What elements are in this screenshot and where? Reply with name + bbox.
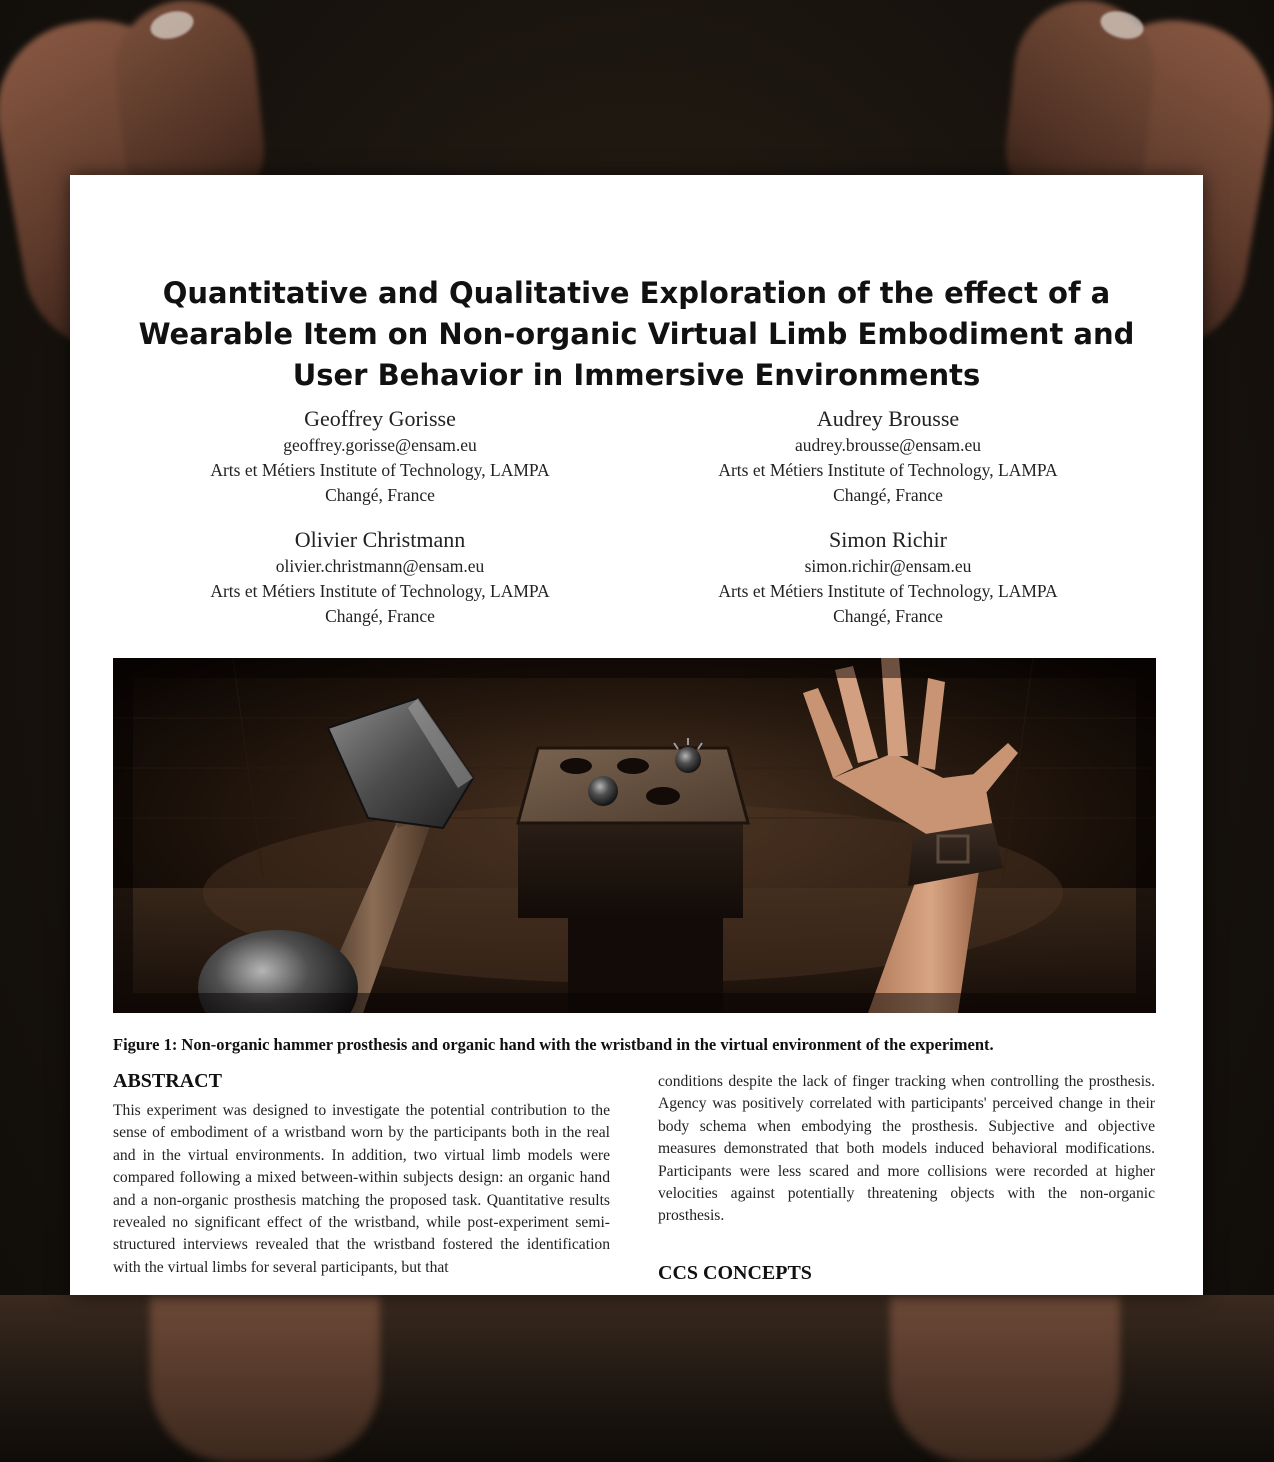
- abstract-right-column: [658, 1071, 1155, 1228]
- title-line: Quantitative and Qualitative Exploration of the effect of a: [162, 276, 1111, 310]
- author-block: [658, 405, 1118, 508]
- author-email: geoffrey.gorisse@ensam.eu: [283, 435, 477, 455]
- author-name: Audrey Brousse: [816, 406, 960, 431]
- author-name: Simon Richir: [829, 527, 947, 552]
- title-line: User Behavior in Immersive Environments: [292, 358, 981, 392]
- vr-scene-illustration: [113, 658, 1156, 1013]
- right-thumb: [890, 1295, 1120, 1462]
- abstract-text: This experiment was designed to investigate the potential contribution to the sense of embodiment of a wristband worn by the participants both in the real and in the virtual environments. In addition, two virtual limb models were compared following a mixed between-within subjects design: an organic hand and a non-organic prosthesis matching the proposed task. Quantitative results revealed no significant effect of the wristband, while post-experiment semi-structured interviews revealed that the wristband fostered the identification with the virtual limbs for several participants, but that: [113, 1102, 610, 1276]
- author-location: Changé, France: [833, 485, 943, 505]
- author-location: Changé, France: [833, 606, 943, 626]
- ccs-concepts-heading: CCS CONCEPTS: [658, 1262, 812, 1284]
- author-affiliation: Arts et Métiers Institute of Technology, LAMPA: [210, 581, 550, 601]
- author-block: [150, 405, 610, 508]
- author-email: simon.richir@ensam.eu: [804, 556, 972, 576]
- figure-caption: Figure 1: Non-organic hammer prosthesis and organic hand with the wristband in the virtual environment of the experiment.: [113, 1035, 994, 1054]
- left-thumb: [150, 1295, 380, 1462]
- author-email: olivier.christmann@ensam.eu: [275, 556, 485, 576]
- abstract-heading: ABSTRACT: [113, 1070, 222, 1092]
- author-name: Olivier Christmann: [294, 527, 466, 552]
- abstract-left-column: [113, 1068, 610, 1279]
- abstract-text-continued: conditions despite the lack of finger tracking when controlling the prosthesis. Agency was positively correlated with participants' perceived change in their body schema when embodying the prosthesis. Subjective and objective measures demonstrated that both models induced behavioral modifications. Participants were less scared and more collisions were recorded at higher velocities against potentially threatening objects with the non-organic prosthesis.: [658, 1073, 1155, 1225]
- figure-vr-scene: [113, 658, 1156, 1013]
- author-block: [150, 526, 610, 629]
- title-line: Wearable Item on Non-organic Virtual Limb Embodiment and: [138, 317, 1135, 351]
- author-block: [658, 526, 1118, 629]
- paper-title: [110, 273, 1163, 396]
- author-location: Changé, France: [325, 606, 435, 626]
- author-affiliation: Arts et Métiers Institute of Technology, LAMPA: [210, 460, 550, 480]
- paper-page: [70, 175, 1203, 1295]
- author-affiliation: Arts et Métiers Institute of Technology, LAMPA: [718, 460, 1058, 480]
- author-name: Geoffrey Gorisse: [304, 406, 456, 431]
- author-affiliation: Arts et Métiers Institute of Technology, LAMPA: [718, 581, 1058, 601]
- author-location: Changé, France: [325, 485, 435, 505]
- author-email: audrey.brousse@ensam.eu: [794, 435, 982, 455]
